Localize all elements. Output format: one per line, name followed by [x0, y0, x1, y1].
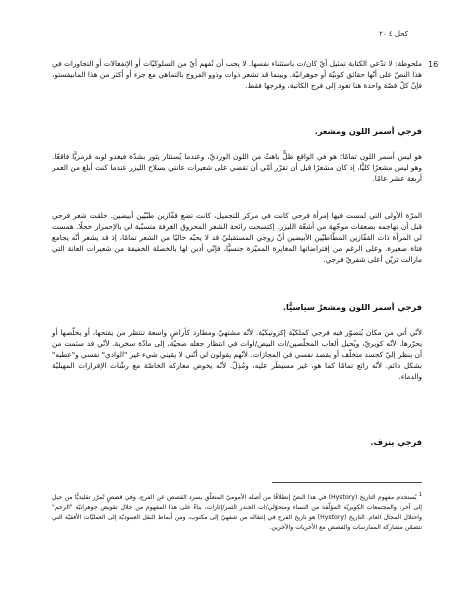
heading-bleeds: فرجي ينزف.: [370, 437, 422, 447]
paragraph-first-touch: المرّة الأولى التي لمست فيها إمرأة فرجي كانت في مركز للتجميل، كانت تضع قفّازين طبّيّين أبيضين. حلقت شعر فرجي قبل أن تهاجمه بصعقات موجّهة من أشعّة الليزر. إكتسحت رائحة الشعر المحروق الغرفة متسبّبة لي بالإحمرار خجلًا. همست لي المرأة ذات القفّازين المطّاطيّين الأبيضين أنّ زوجي المستقبليّ قد لا يحبّه خاليًا من الشعر تمامًا، إذ قد يشعر أنّه يجامع فتاة صغيرة. وعلى الرغم من إفتراضاتها المغايرة المميّزة جنسيًّا، فإنّي أدين لها بالخصلة الخفيفة من شعيرات العانة التي مازالت تزيّن أعلى شفريّ فرجي.: [52, 211, 422, 264]
paragraph-color-hair: هو ليس أسمر اللون تمامًا؛ هو في الواقع ظلٌّ باهتٌ من اللون الورديّ، وعندما يُستثار يثور بشدّة فيغدو لونه قرمزيًّا فاقعًا. وهو ليس مشعرًا كليًّا، إذ كان مشعرًا قبل أن تقرّر أمّي أن تقضي على شعيرات عانتي بسلاح الليزر عندما كنت أبلغ من العمر أربعة عشر عامًا.: [52, 152, 422, 183]
footnote-text: [52, 490, 422, 533]
footnote-divider: [272, 482, 422, 483]
heading-politically-dark-hairy: فرجي أسمر اللون ومشعرٌ سياسيًّا.: [282, 302, 422, 312]
page-number: 16: [428, 60, 439, 69]
footnote-body: يُستخدم مفهوم التاريخ (Hystory) في هذا النصّ إنطلاقًا من أصله الأموميّ المتعلّق بسرد القصص عن الفرج، وفي قصصٍ تُمرّر تقليديًّا من جيل إلى آخر، والمجتمعات الكويريّة المؤلّفة من النساء ومتحوّلي/ات الجندر الثمر/إثارات، بناءً على هذا المفهوم من خلال تقويض جوهرانيّة "الرحم" واحتلال المجال العام. التاريخ (Hystory) هو تاريخ الفرج في إنتقاله من شفهيّ إلى مكتوب، ومن أنماط النقل العموديّة إلى العمليّات الأفقيّة التي تتضمّن مشاركة الممارسات والقصص مع الأخريات والآخرين.: [52, 494, 422, 532]
heading-dark-hairy: فرجي أسمر اللون ومشعر.: [314, 126, 422, 136]
document-body: [52, 58, 422, 448]
footnote-marker: 1: [418, 492, 422, 498]
running-header: كحل ٤ ٢٠: [379, 30, 408, 38]
paragraph-political: لأنّي أتي من مكان يُتصوّر فيه فرجي كملكيّة إكزوتيكيّة. لأنّه مشتهيّ ومطارد كأراضٍ واسعة تنتظر من يفتحها، أو يخلّصها أو يحرّرها. لأنّه كويريّ، ويُحيل ألعاب المخلّصين/ات البيض/اوات في انتظار جعله ضحيّة، إلى مادّة سخرية. لأنّي قد سئمت من أن ينظر إليّ كجسد متخلّف أو يقصد نفسي في المجازات. لأنّهم يقولون لي أنّني لا يقيني شيء غير "الوادي" نفسي و"عطبه" بشكل دائم. لأنّه رائع تمامًا كما هو، غير مسيطَر عليه، ومُذِلّ. لأنّه يخوض معاركه الخاصّة مع رشّات الإفرازات المهبليّة والدماء.: [52, 328, 422, 381]
intro-note-paragraph: ملحوظة: لا تدّعي الكتابة تمثيل أيّ كان/ت باستثناء نفسها. لا يجب أن تُفهم أيّ من السلوكيّات أو الإنفعالات أو التجاوزات في هذا النصّ على أنّها حقائق كونيّة أو جوهرانيّة. وبينما قد تشعر ذوات وذوو الفروج بالتماهي مع جزء أو أكثر من هذا المانيفستو، فإنّ كلّ قصّة واحدة هنا تعود إلى فرج الكاتبة، وفرجها فقط.: [52, 59, 422, 90]
footnote-section: [52, 482, 422, 533]
